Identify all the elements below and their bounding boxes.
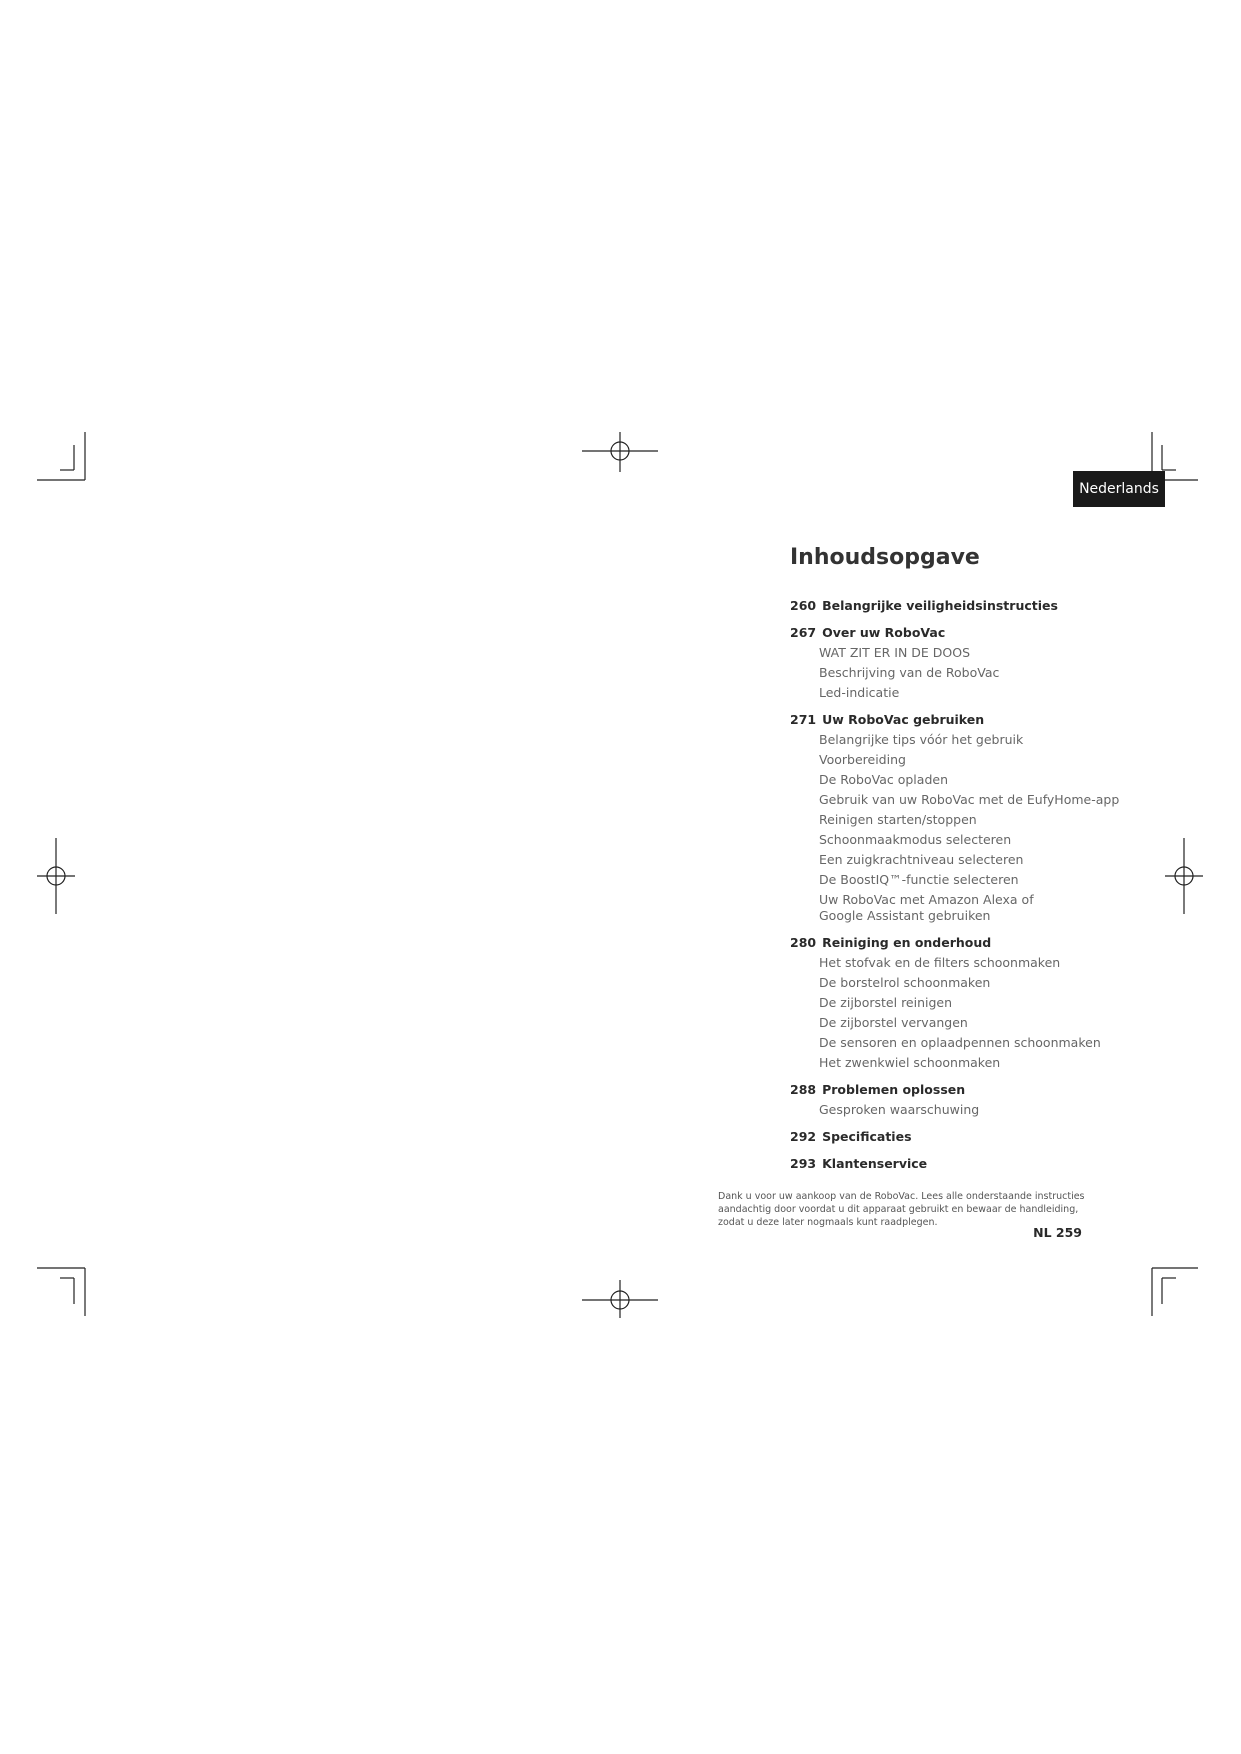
registration-mark-bottom bbox=[582, 1280, 658, 1318]
crop-mark-bottom-right bbox=[1152, 1268, 1198, 1316]
toc-section-heading[interactable] bbox=[790, 1154, 1210, 1174]
toc-section bbox=[790, 1127, 1210, 1147]
toc-page-number: 292 bbox=[790, 1129, 817, 1144]
toc-section-heading[interactable] bbox=[790, 1127, 1210, 1147]
intro-text: Dank u voor uw aankoop van de RoboVac. Lees alle onderstaande instructies aandachtig door voordat u dit apparaat gebruikt en bewaar de handleiding, zodat u deze later nogmaals kunt raadplegen. bbox=[718, 1191, 1085, 1228]
toc-section-title: Reiniging en onderhoud bbox=[822, 935, 992, 950]
toc-section bbox=[790, 710, 1210, 926]
language-tab: Nederlands bbox=[1073, 471, 1165, 507]
table-of-contents bbox=[790, 596, 1210, 1181]
toc-subitem[interactable]: Het zwenkwiel schoonmaken bbox=[819, 1055, 1001, 1070]
toc-section bbox=[790, 933, 1210, 1073]
toc-subitem[interactable]: Het stofvak en de filters schoonmaken bbox=[819, 955, 1061, 970]
toc-subitem[interactable]: Belangrijke tips vóór het gebruik bbox=[819, 732, 1024, 747]
toc-subitem[interactable]: De zijborstel reinigen bbox=[819, 995, 953, 1010]
toc-section-title: Over uw RoboVac bbox=[822, 625, 946, 640]
crop-mark-bottom-left bbox=[37, 1268, 85, 1316]
toc-section-heading[interactable] bbox=[790, 596, 1210, 616]
toc-page-number: 267 bbox=[790, 625, 817, 640]
toc-subitem[interactable]: Uw RoboVac met Amazon Alexa of Google Assistant gebruiken bbox=[819, 892, 1034, 923]
toc-section-heading[interactable] bbox=[790, 1080, 1210, 1100]
registration-mark-left bbox=[37, 838, 75, 914]
toc-section-title: Uw RoboVac gebruiken bbox=[822, 712, 985, 727]
toc-subitem[interactable]: De sensoren en oplaadpennen schoonmaken bbox=[819, 1035, 1101, 1050]
toc-section bbox=[790, 623, 1210, 703]
toc-page-number: 293 bbox=[790, 1156, 817, 1171]
toc-section-title: Specificaties bbox=[822, 1129, 912, 1144]
toc-title: Inhoudsopgave bbox=[790, 545, 980, 570]
toc-subitem[interactable]: De RoboVac opladen bbox=[819, 772, 948, 787]
toc-section-heading[interactable] bbox=[790, 710, 1210, 730]
toc-page-number: 260 bbox=[790, 598, 817, 613]
toc-section-title: Problemen oplossen bbox=[822, 1082, 966, 1097]
page-number: NL 259 bbox=[1033, 1225, 1082, 1240]
toc-page-number: 271 bbox=[790, 712, 817, 727]
toc-section-title: Klantenservice bbox=[822, 1156, 928, 1171]
toc-section bbox=[790, 1154, 1210, 1174]
toc-section-heading[interactable] bbox=[790, 933, 1210, 953]
toc-page-number: 280 bbox=[790, 935, 817, 950]
toc-subitem[interactable]: Gesproken waarschuwing bbox=[819, 1102, 980, 1117]
toc-subitem[interactable]: Reinigen starten/stoppen bbox=[819, 812, 977, 827]
toc-subitem[interactable]: Een zuigkrachtniveau selecteren bbox=[819, 852, 1024, 867]
toc-page-number: 288 bbox=[790, 1082, 817, 1097]
registration-mark-top bbox=[582, 432, 658, 472]
toc-section-title: Belangrijke veiligheidsinstructies bbox=[822, 598, 1058, 613]
crop-mark-top-left bbox=[37, 432, 85, 480]
toc-subitem[interactable]: Schoonmaakmodus selecteren bbox=[819, 832, 1012, 847]
toc-section bbox=[790, 1080, 1210, 1120]
toc-subitem[interactable]: Led-indicatie bbox=[819, 685, 900, 700]
toc-subitem[interactable]: De zijborstel vervangen bbox=[819, 1015, 968, 1030]
toc-subitem[interactable]: Beschrijving van de RoboVac bbox=[819, 665, 1000, 680]
toc-section-heading[interactable] bbox=[790, 623, 1210, 643]
toc-subitem[interactable]: Voorbereiding bbox=[819, 752, 906, 767]
toc-subitem[interactable]: De borstelrol schoonmaken bbox=[819, 975, 991, 990]
toc-section bbox=[790, 596, 1210, 616]
toc-subitem[interactable]: WAT ZIT ER IN DE DOOS bbox=[819, 645, 971, 660]
toc-subitem[interactable]: De BoostIQ™-functie selecteren bbox=[819, 872, 1019, 887]
toc-subitem[interactable]: Gebruik van uw RoboVac met de EufyHome-app bbox=[819, 792, 1120, 807]
